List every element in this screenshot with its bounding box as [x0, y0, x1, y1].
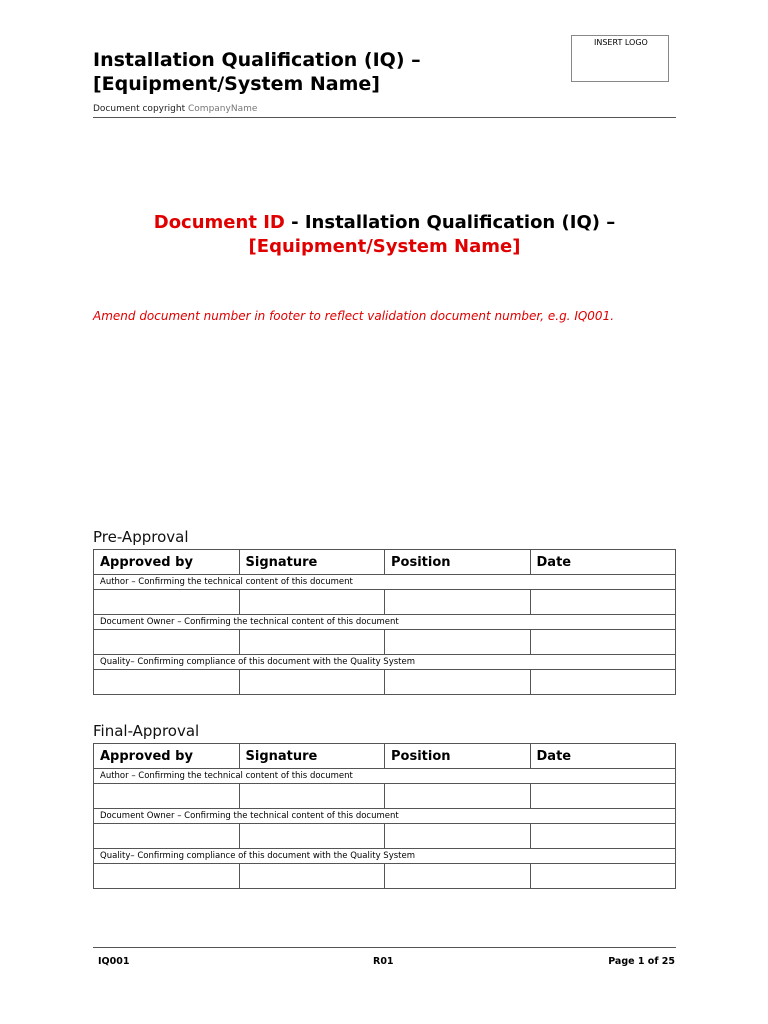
document-title-line-2: [Equipment/System Name]: [248, 236, 521, 257]
approved-by-cell[interactable]: [94, 864, 240, 889]
role-row: [94, 655, 676, 670]
company-name: CompanyName: [188, 104, 258, 114]
date-cell[interactable]: [530, 864, 676, 889]
signature-cell[interactable]: [239, 670, 385, 695]
signature-row: [94, 864, 676, 889]
column-header: Signature: [239, 550, 385, 575]
column-header: Position: [385, 744, 531, 769]
date-cell[interactable]: [530, 824, 676, 849]
position-cell[interactable]: [385, 824, 531, 849]
title-line-2: [Equipment/System Name]: [93, 73, 380, 95]
role-row: [94, 849, 676, 864]
column-header: Approved by: [94, 550, 240, 575]
role-label: Author – Confirming the technical content of this document: [94, 769, 676, 784]
position-cell[interactable]: [385, 630, 531, 655]
signature-row: [94, 784, 676, 809]
approved-by-cell[interactable]: [94, 590, 240, 615]
date-cell[interactable]: [530, 590, 676, 615]
role-label: Quality– Confirming compliance of this document with the Quality System: [94, 655, 676, 670]
logo-placeholder: [571, 35, 669, 82]
position-cell[interactable]: [385, 590, 531, 615]
column-header: Approved by: [94, 744, 240, 769]
role-label: Quality– Confirming compliance of this document with the Quality System: [94, 849, 676, 864]
column-header: Position: [385, 550, 531, 575]
date-cell[interactable]: [530, 670, 676, 695]
date-cell[interactable]: [530, 784, 676, 809]
role-row: [94, 769, 676, 784]
approved-by-cell[interactable]: [94, 630, 240, 655]
signature-cell[interactable]: [239, 784, 385, 809]
role-row: [94, 615, 676, 630]
pre-approval-table: [93, 549, 676, 695]
document-title: [93, 211, 676, 259]
footer-doc-number: IQ001: [98, 956, 130, 967]
pre-approval-heading: Pre-Approval: [93, 528, 189, 546]
position-cell[interactable]: [385, 864, 531, 889]
logo-placeholder-label: INSERT LOGO: [594, 38, 648, 47]
approved-by-cell[interactable]: [94, 670, 240, 695]
document-title-line-1: - Installation Qualification (IQ) –: [284, 212, 616, 233]
signature-cell[interactable]: [239, 824, 385, 849]
role-label: Document Owner – Confirming the technical content of this document: [94, 615, 676, 630]
column-header: Date: [530, 550, 676, 575]
footer-divider: [93, 947, 676, 948]
copyright-label: Document copyright: [93, 104, 186, 114]
signature-row: [94, 824, 676, 849]
final-approval-heading: Final-Approval: [93, 722, 200, 740]
position-cell[interactable]: [385, 670, 531, 695]
column-header: Date: [530, 744, 676, 769]
document-id: Document ID: [153, 212, 285, 233]
signature-row: [94, 630, 676, 655]
footer-page-number: Page 1 of 25: [608, 956, 675, 967]
signature-row: [94, 670, 676, 695]
approved-by-cell[interactable]: [94, 784, 240, 809]
table-header-row: [94, 744, 676, 769]
role-row: [94, 575, 676, 590]
position-cell[interactable]: [385, 784, 531, 809]
date-cell[interactable]: [530, 630, 676, 655]
header-divider: [93, 117, 676, 118]
signature-row: [94, 590, 676, 615]
title-line-1: Installation Qualification (IQ) –: [93, 49, 421, 71]
role-row: [94, 809, 676, 824]
final-approval-table: [93, 743, 676, 889]
table-header-row: [94, 550, 676, 575]
page-title: [93, 48, 421, 96]
column-header: Signature: [239, 744, 385, 769]
role-label: Document Owner – Confirming the technical content of this document: [94, 809, 676, 824]
signature-cell[interactable]: [239, 630, 385, 655]
signature-cell[interactable]: [239, 590, 385, 615]
signature-cell[interactable]: [239, 864, 385, 889]
approved-by-cell[interactable]: [94, 824, 240, 849]
role-label: Author – Confirming the technical content of this document: [94, 575, 676, 590]
footer-revision: R01: [373, 956, 394, 967]
amend-instruction: Amend document number in footer to reflect validation document number, e.g. IQ001.: [93, 309, 615, 323]
copyright-line: [93, 104, 257, 114]
